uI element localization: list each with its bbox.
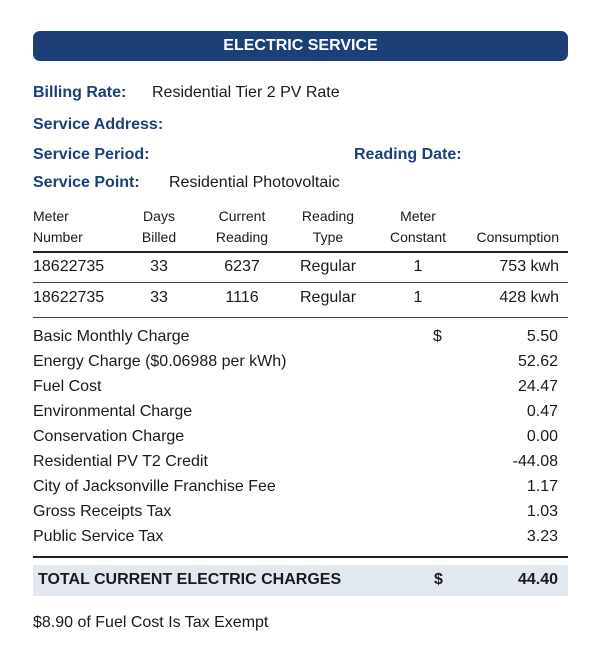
service-address-label: Service Address: (33, 116, 164, 133)
charge-row-pv-credit (33, 451, 558, 476)
billing-rate-label: Billing Rate: (33, 84, 127, 101)
table-row-2-consumption: 428 kwh (499, 289, 559, 306)
charge-amount: 0.00 (526, 428, 558, 445)
charge-amount: 1.03 (526, 503, 558, 520)
reading-date-label: Reading Date: (354, 146, 462, 163)
charge-name: Basic Monthly Charge (33, 328, 190, 345)
table-row-2-constant: 1 (413, 289, 423, 306)
table-row-2-meter-number: 18622735 (33, 289, 105, 306)
table-row-1-constant: 1 (413, 258, 423, 275)
col-header-meter-number: Meter Number (33, 208, 83, 245)
table-row-divider (33, 282, 568, 283)
service-point-label: Service Point: (33, 174, 140, 191)
table-row-2-reading: 1116 (225, 289, 259, 306)
table-row-1-type: Regular (299, 258, 357, 275)
charge-name: Residential PV T2 Credit (33, 453, 208, 470)
col-header-days-billed: Days Billed (141, 208, 177, 245)
table-row-1-consumption: 753 kwh (499, 258, 559, 275)
col-header-meter-constant: Meter Constant (389, 208, 447, 245)
charge-amount: 52.62 (517, 353, 558, 370)
charge-row-environmental (33, 401, 558, 426)
col-header-current-reading: Current Reading (215, 208, 269, 245)
table-row-2-type: Regular (299, 289, 357, 306)
total-charges-bar (33, 565, 568, 596)
table-row-2-days: 33 (150, 289, 168, 306)
charge-row-conservation (33, 426, 558, 451)
fuel-tax-exempt-note: $8.90 of Fuel Cost Is Tax Exempt (33, 614, 269, 631)
table-row-1-days: 33 (150, 258, 168, 275)
service-point-value: Residential Photovoltaic (169, 174, 340, 191)
charge-amount: 0.47 (526, 403, 558, 420)
charge-currency-symbol: $ (433, 328, 442, 345)
charge-row-gross-receipts (33, 501, 558, 526)
charge-row-energy (33, 351, 558, 376)
charge-name: Conservation Charge (33, 428, 185, 445)
charge-name: Gross Receipts Tax (33, 503, 172, 520)
charge-name: Environmental Charge (33, 403, 193, 420)
billing-rate-value: Residential Tier 2 PV Rate (152, 84, 340, 101)
total-label: TOTAL CURRENT ELECTRIC CHARGES (38, 571, 342, 588)
charge-amount: 1.17 (526, 478, 558, 495)
charge-amount: 3.23 (526, 528, 558, 545)
charge-amount: -44.08 (512, 453, 558, 470)
table-row-1-reading: 6237 (224, 258, 260, 275)
charge-name: City of Jacksonville Franchise Fee (33, 478, 276, 495)
charge-name: Energy Charge ($0.06988 per kWh) (33, 353, 287, 370)
total-divider (33, 556, 568, 558)
service-period-label: Service Period: (33, 146, 150, 163)
table-row-1-meter-number: 18622735 (33, 258, 105, 275)
charge-row-franchise-fee (33, 476, 558, 501)
charges-list (33, 326, 558, 551)
section-banner: ELECTRIC SERVICE (33, 31, 568, 61)
charge-name: Fuel Cost (33, 378, 102, 395)
charge-row-public-service-tax (33, 526, 558, 551)
charge-amount: 5.50 (526, 328, 558, 345)
charge-row-basic-monthly (33, 326, 558, 351)
charge-row-fuel-cost (33, 376, 558, 401)
table-header-divider (33, 251, 568, 253)
col-header-reading-type: Reading Type (301, 208, 355, 245)
col-header-consumption: Consumption (476, 229, 559, 245)
table-bottom-divider (33, 317, 568, 318)
total-amount: 44.40 (517, 571, 558, 588)
total-currency-symbol: $ (434, 571, 443, 588)
charge-amount: 24.47 (517, 378, 558, 395)
charge-name: Public Service Tax (33, 528, 164, 545)
